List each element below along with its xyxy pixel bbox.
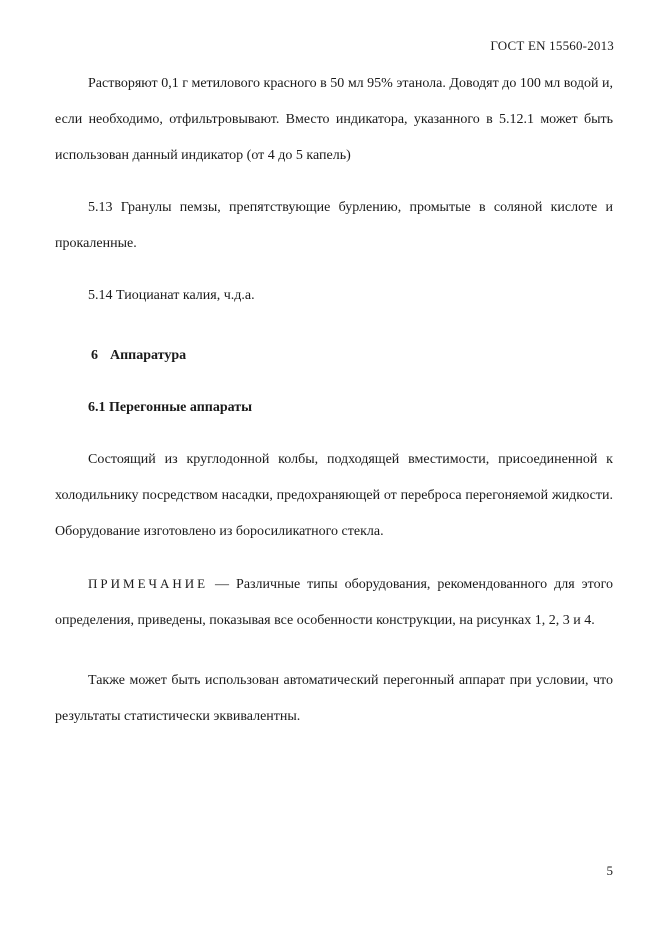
section-number: 6 — [91, 348, 98, 363]
subsection-heading: 6.1 Перегонные аппараты — [88, 400, 253, 415]
paragraph-5-13: 5.13 Гранулы пемзы, препятствующие бурлению, промытые в соляной кислоте и прокаленные. — [55, 200, 613, 251]
section-heading — [55, 338, 613, 374]
page-number: 5 — [606, 863, 613, 878]
document-code: ГОСТ EN 15560-2013 — [490, 38, 614, 53]
note-label: ПРИМЕЧАНИЕ — [88, 576, 209, 591]
paragraph-automatic: Также может быть использован автоматический перегонный аппарат при условии, что результаты статистически эквивалентны. — [55, 673, 613, 724]
page-body — [55, 66, 613, 735]
note-paragraph — [55, 566, 613, 639]
paragraph-methyl-red: Растворяют 0,1 г метилового красного в 50 мл 95% этанола. Доводят до 100 мл водой и, если необходимо, отфильтровывают. Вместо индикатора, указанного в 5.12.1 может быть использован данный индикатор (от 4 до 5 капель) — [55, 76, 613, 163]
note-text: — Различные типы оборудования, рекомендованного для этого определения, приведены, показывая все особенности конструкции, на рисунках 1, 2, 3 и 4. — [55, 577, 613, 628]
paragraph-5-14: 5.14 Тиоцианат калия, ч.д.а. — [88, 288, 255, 303]
paragraph-apparatus: Состоящий из круглодонной колбы, подходящей вместимости, присоединенной к холодильнику посредством насадки, предохраняющей от переброса перегоняемой жидкости. Оборудование изготовлено из боросиликатного стекла. — [55, 452, 613, 539]
section-title: Аппаратура — [110, 348, 187, 363]
